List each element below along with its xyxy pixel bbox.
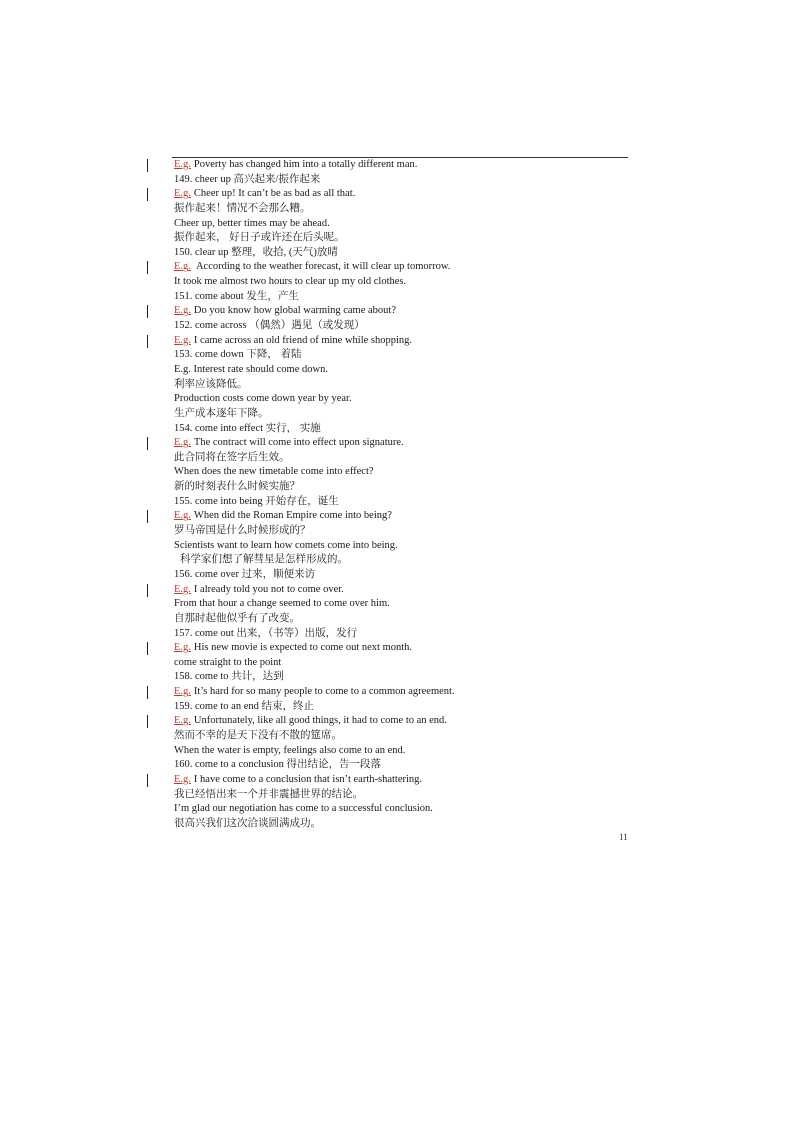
line-text: His new movie is expected to come out next month. <box>193 642 413 654</box>
line-text: Scientists want to learn how comets come into being. <box>174 539 398 551</box>
margin-change-bar <box>147 188 148 201</box>
example-line <box>174 685 634 700</box>
text-line <box>174 802 634 817</box>
text-line <box>174 788 634 803</box>
line-text: Cheer up! It can’t be as bad as all that. <box>193 188 356 200</box>
line-text: 振作起来， 好日子或许还在后头呢。 <box>174 232 345 244</box>
line-text: I have come to a conclusion that isn’t earth-shattering. <box>193 773 423 785</box>
margin-change-bar <box>147 335 148 348</box>
text-line <box>174 173 634 188</box>
line-text: According to the weather forecast, it will clear up tomorrow. <box>193 261 451 273</box>
line-text: come straight to the point <box>174 656 282 668</box>
line-text: 新的时刻表什么时候实施？ <box>174 481 300 493</box>
line-text: 科学家们想了解彗星是怎样形成的。 <box>180 554 348 566</box>
eg-label: E.g. <box>174 510 191 522</box>
line-text: I’m glad our negotiation has come to a successful conclusion. <box>174 803 433 815</box>
eg-label: E.g. <box>174 305 191 317</box>
line-text: Unfortunately, like all good things, it had to come to an end. <box>193 715 447 727</box>
text-line <box>174 392 634 407</box>
line-text: I already told you not to come over. <box>193 583 344 595</box>
eg-label: E.g. <box>174 437 191 449</box>
margin-change-bar <box>147 715 148 728</box>
margin-change-bar <box>147 774 148 787</box>
text-line <box>174 319 634 334</box>
line-text: 149. cheer up 高兴起来/振作起来 <box>174 173 321 185</box>
text-line <box>174 670 634 685</box>
text-line <box>174 524 634 539</box>
eg-label: E.g. <box>174 261 191 273</box>
text-line <box>174 612 634 627</box>
margin-change-bar <box>147 686 148 699</box>
text-line <box>174 553 634 568</box>
line-text: 155. come into being 开始存在，诞生 <box>174 495 339 507</box>
example-line <box>174 187 634 202</box>
line-text: Production costs come down year by year. <box>174 393 352 405</box>
eg-label: E.g. <box>174 334 191 346</box>
line-text: When does the new timetable come into effect? <box>174 466 374 478</box>
example-line <box>174 773 634 788</box>
line-text: It’s hard for so many people to come to a common agreement. <box>193 686 455 698</box>
eg-label: E.g. <box>174 686 191 698</box>
margin-change-bar <box>147 159 148 172</box>
line-text: The contract will come into effect upon signature. <box>193 437 404 449</box>
line-text: I came across an old friend of mine while shopping. <box>193 334 413 346</box>
text-line <box>174 407 634 422</box>
example-line <box>174 158 634 173</box>
text-line <box>174 597 634 612</box>
line-text: 152. come across （偶然）遇见（或发现） <box>174 320 365 332</box>
margin-change-bar <box>147 642 148 655</box>
line-text: 利率应该降低。 <box>174 378 248 390</box>
margin-change-bar <box>147 437 148 450</box>
text-line <box>174 465 634 480</box>
line-text: When did the Roman Empire come into being? <box>193 510 392 522</box>
text-line <box>174 480 634 495</box>
line-text: 罗马帝国是什么时候形成的？ <box>174 525 311 537</box>
text-line <box>174 290 634 305</box>
text-line <box>174 348 634 363</box>
line-text: Cheer up, better times may be ahead. <box>174 217 330 229</box>
line-text: 我已经悟出来一个并非震撼世界的结论。 <box>174 788 363 800</box>
line-text: 很高兴我们这次洽谈圆满成功。 <box>174 817 321 829</box>
example-line <box>174 509 634 524</box>
margin-change-bar <box>147 510 148 523</box>
example-line <box>174 334 634 349</box>
margin-change-bar <box>147 305 148 318</box>
margin-change-bar <box>147 584 148 597</box>
line-text: 153. come down 下降， 着陆 <box>174 349 302 361</box>
text-line <box>174 378 634 393</box>
eg-label: E.g. <box>174 583 191 595</box>
line-text: 151. come about 发生，产生 <box>174 290 299 302</box>
line-text: From that hour a change seemed to come over him. <box>174 598 390 610</box>
example-line <box>174 304 634 319</box>
line-text: 150. clear up 整理，收拾, (天气)放晴 <box>174 246 338 258</box>
text-line <box>174 656 634 671</box>
example-line <box>174 714 634 729</box>
text-line <box>174 246 634 261</box>
document-body <box>174 158 634 831</box>
line-text: 157. come out 出来，（书等）出版，发行 <box>174 627 358 639</box>
line-text: 158. come to 共计，达到 <box>174 671 284 683</box>
line-text: It took me almost two hours to clear up my old clothes. <box>174 276 407 288</box>
text-line <box>174 363 634 378</box>
text-line <box>174 568 634 583</box>
eg-label: E.g. <box>174 642 191 654</box>
example-line <box>174 583 634 598</box>
line-text: 自那时起他似乎有了改变。 <box>174 612 300 624</box>
example-line <box>174 260 634 275</box>
eg-label: E.g. <box>174 715 191 727</box>
text-line <box>174 817 634 832</box>
eg-label: E.g. <box>174 159 191 170</box>
line-text: 154. come into effect 实行， 实施 <box>174 422 321 434</box>
line-text: E.g. Interest rate should come down. <box>174 363 328 375</box>
eg-label: E.g. <box>174 773 191 785</box>
line-text: When the water is empty, feelings also come to an end. <box>174 744 406 756</box>
text-line <box>174 758 634 773</box>
example-line <box>174 641 634 656</box>
line-text: 156. come over 过来，顺便来访 <box>174 568 316 580</box>
line-text: 振作起来！情况不会那么糟。 <box>174 202 311 214</box>
margin-change-bar <box>147 261 148 274</box>
line-text: Do you know how global warming came about? <box>193 305 397 317</box>
text-line <box>174 217 634 232</box>
text-line <box>174 275 634 290</box>
text-line <box>174 700 634 715</box>
text-line <box>174 627 634 642</box>
text-line <box>174 495 634 510</box>
text-line <box>174 729 634 744</box>
page-number: 11 <box>619 832 628 842</box>
line-text: 159. come to an end 结束，终止 <box>174 700 314 712</box>
line-text: 160. come to a conclusion 得出结论，告一段落 <box>174 759 382 771</box>
text-line <box>174 422 634 437</box>
line-text: 此合同将在签字后生效。 <box>174 451 290 463</box>
text-line <box>174 744 634 759</box>
text-line <box>174 451 634 466</box>
text-line <box>174 202 634 217</box>
text-line <box>174 539 634 554</box>
example-line <box>174 436 634 451</box>
line-text: 然而不幸的是天下没有不散的筵席。 <box>174 729 342 741</box>
eg-label: E.g. <box>174 188 191 200</box>
line-text: Poverty has changed him into a totally different man. <box>193 159 418 170</box>
line-text: 生产成本逐年下降。 <box>174 407 269 419</box>
text-line <box>174 231 634 246</box>
